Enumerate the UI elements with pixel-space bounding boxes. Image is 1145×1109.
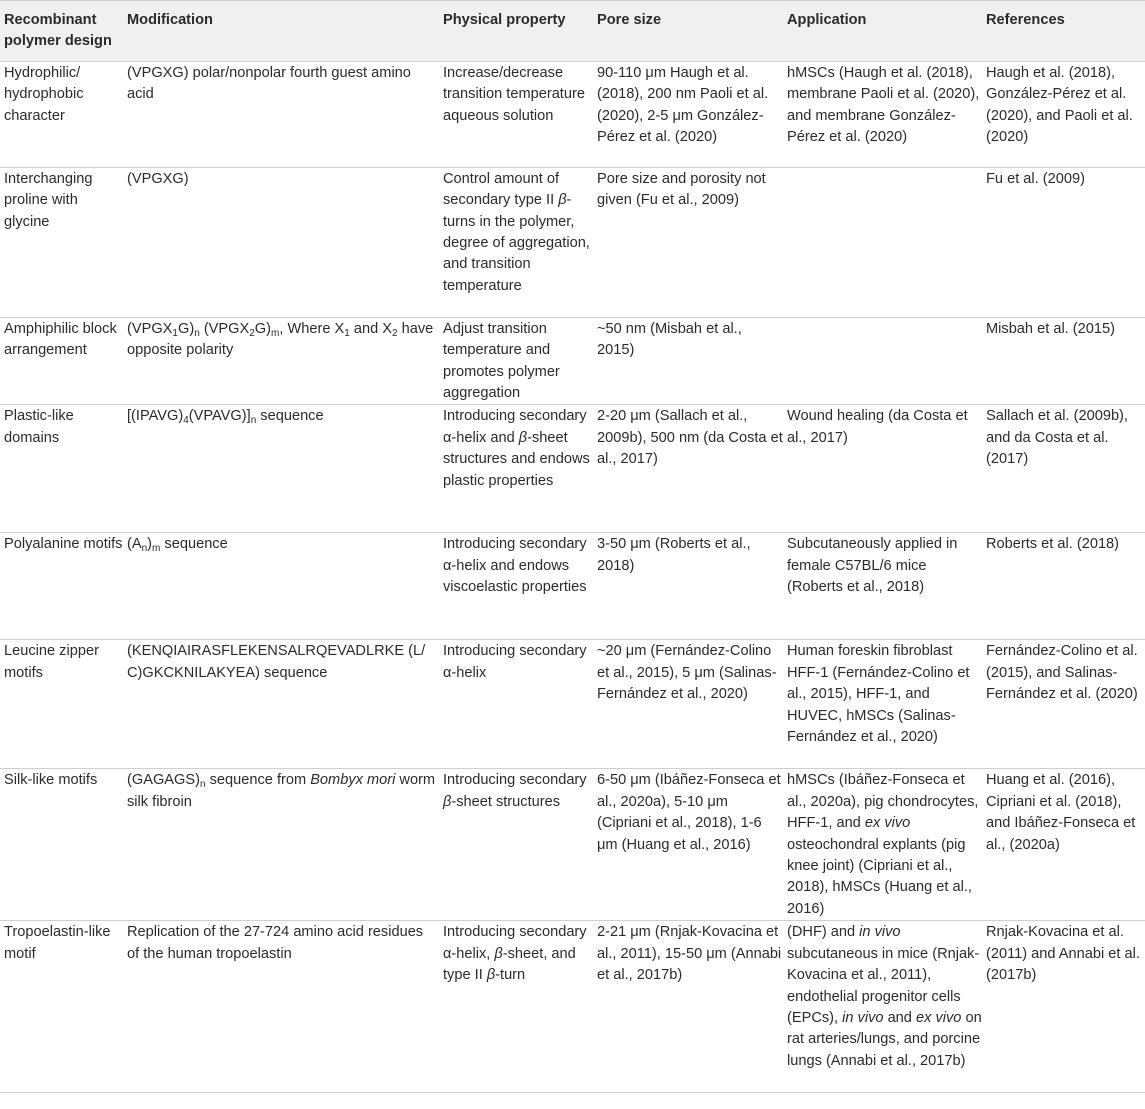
application-cell: hMSCs (Ibáñez-Fonseca et al., 2020a), pig chondrocytes, HFF-1, and ex vivo osteochondral explants (pig knee joint) (Cipriani et al., 2018), hMSCs (Huang et al., 2016): [787, 772, 979, 917]
references-cell: Roberts et al. (2018): [986, 536, 1120, 553]
header-pore-size: Pore size: [595, 1, 785, 62]
table-row: [0, 61, 1145, 167]
references-cell: Fu et al. (2009): [986, 170, 1085, 187]
header-row: [0, 1, 1145, 62]
application-cell: hMSCs (Haugh et al. (2018), membrane Paoli et al. (2020), and membrane González-Pérez et al. (2020): [787, 64, 980, 146]
pore-size-cell: ~50 nm (Misbah et al., 2015): [597, 320, 742, 359]
modification-cell: (VPGXG): [127, 170, 189, 187]
physical-property-cell: Introducing secondary α-helix, β-sheet, and type II β-turn: [443, 924, 587, 984]
design-cell: Polyalanine motifs: [4, 536, 123, 553]
table-row: [0, 640, 1145, 769]
design-cell: Hydrophilic/ hydrophobic character: [4, 64, 84, 124]
references-cell: Fernández-Colino et al. (2015), and Salinas-Fernández et al. (2020): [986, 643, 1138, 703]
header-recombinant-polymer-design: Recombinant polymer design: [0, 1, 125, 62]
pore-size-cell: 3-50 μm (Roberts et al., 2018): [597, 536, 751, 574]
header-modification: Modification: [125, 1, 441, 62]
application-cell: Wound healing (da Costa et al., 2017): [787, 408, 968, 446]
pore-size-cell: 2-20 μm (Sallach et al., 2009b), 500 nm (da Costa et al., 2017): [597, 408, 783, 468]
table-row: [0, 533, 1145, 640]
modification-cell: (KENQIAIRASFLEKENSALRQEVADLRKE (L/ C)GKCKNILAKYEA) sequence: [127, 643, 426, 681]
header-references: References: [984, 1, 1145, 62]
header-physical-property: Physical property: [441, 1, 595, 62]
modification-cell: $(VPGX_1G)_n$ $(VPGX_2G)_m$, Where $X_1$ and $X_2$ have opposite polarity: [127, 320, 434, 359]
design-cell: Plastic-like domains: [4, 408, 74, 446]
pore-size-cell: 90-110 μm Haugh et al. (2018), 200 nm Paoli et al. (2020), 2-5 μm González-Pérez et al. (2020): [597, 64, 769, 146]
pore-size-cell: Pore size and porosity not given (Fu et al., 2009): [597, 170, 766, 209]
table-row: [0, 317, 1145, 405]
modification-cell: Replication of the 27-724 amino acid residues of the human tropoelastin: [127, 924, 424, 962]
table-row: [0, 405, 1145, 533]
physical-property-cell: Introducing secondary α-helix: [443, 643, 587, 681]
modification-cell: $[(IPAVG)_4(VPAVG)]_n$ sequence: [127, 408, 324, 427]
pore-size-cell: 2-21 μm (Rnjak-Kovacina et al., 2011), 15-50 μm (Annabi et al., 2017b): [597, 924, 782, 984]
pore-size-cell: 6-50 μm (Ibáñez-Fonseca et al., 2020a), 5-10 μm (Cipriani et al., 2018), 1-6 μm (Huang et al., 2016): [597, 772, 781, 853]
references-cell: Rnjak-Kovacina et al. (2011) and Annabi et al. (2017b): [986, 924, 1140, 984]
application-cell: Subcutaneously applied in female C57BL/6 mice (Roberts et al., 2018): [787, 536, 958, 596]
physical-property-cell: Increase/decrease transition temperature aqueous solution: [443, 64, 585, 124]
table-row: [0, 769, 1145, 921]
physical-property-cell: Control amount of secondary type II β-turns in the polymer, degree of aggregation, and transition temperature: [443, 170, 590, 294]
application-cell: [785, 317, 984, 405]
application-cell: (DHF) and in vivo subcutaneous in mice (Rnjak-Kovacina et al., 2011), endothelial progenitor cells (EPCs), in vivo and ex vivo on rat arteries/lungs, and porcine lungs (Annabi et al., 2017b): [787, 924, 982, 1069]
physical-property-cell: Adjust transition temperature and promotes polymer aggregation: [443, 320, 560, 402]
physical-property-cell: Introducing secondary β-sheet structures: [443, 772, 587, 810]
references-cell: Huang et al. (2016), Cipriani et al. (2018), and Ibáñez-Fonseca et al., (2020a): [986, 772, 1136, 853]
application-cell: [785, 167, 984, 317]
pore-size-cell: ~20 μm (Fernández-Colino et al., 2015), 5 μm (Salinas-Fernández et al., 2020): [597, 643, 777, 703]
references-cell: Misbah et al. (2015): [986, 320, 1115, 337]
table-row: [0, 167, 1145, 317]
modification-cell: (VPGXG) polar/nonpolar fourth guest amino acid: [127, 64, 411, 103]
modification-cell: $(GAGAGS)_n$ sequence from Bombyx mori worm silk fibroin: [127, 772, 436, 810]
design-cell: Interchanging proline with glycine: [4, 170, 93, 230]
physical-property-cell: Introducing secondary α-helix and β-sheet structures and endows plastic properties: [443, 408, 590, 489]
table-row: [0, 921, 1145, 1093]
application-cell: Human foreskin fibroblast HFF-1 (Fernández-Colino et al., 2015), HFF-1, and HUVEC, hMSCs (Salinas-Fernández et al., 2020): [787, 643, 970, 746]
header-application: Application: [785, 1, 984, 62]
references-cell: Sallach et al. (2009b), and da Costa et al. (2017): [986, 408, 1128, 468]
design-cell: Silk-like motifs: [4, 772, 98, 789]
modification-cell: $(A_n)_m$ sequence: [127, 536, 228, 555]
design-cell: Leucine zipper motifs: [4, 643, 99, 681]
physical-property-cell: Introducing secondary α-helix and endows viscoelastic properties: [443, 536, 587, 596]
references-cell: Haugh et al. (2018), González-Pérez et al. (2020), and Paoli et al. (2020): [986, 64, 1133, 146]
design-cell: Amphiphilic block arrangement: [4, 320, 117, 359]
design-cell: Tropoelastin-like motif: [4, 924, 111, 962]
